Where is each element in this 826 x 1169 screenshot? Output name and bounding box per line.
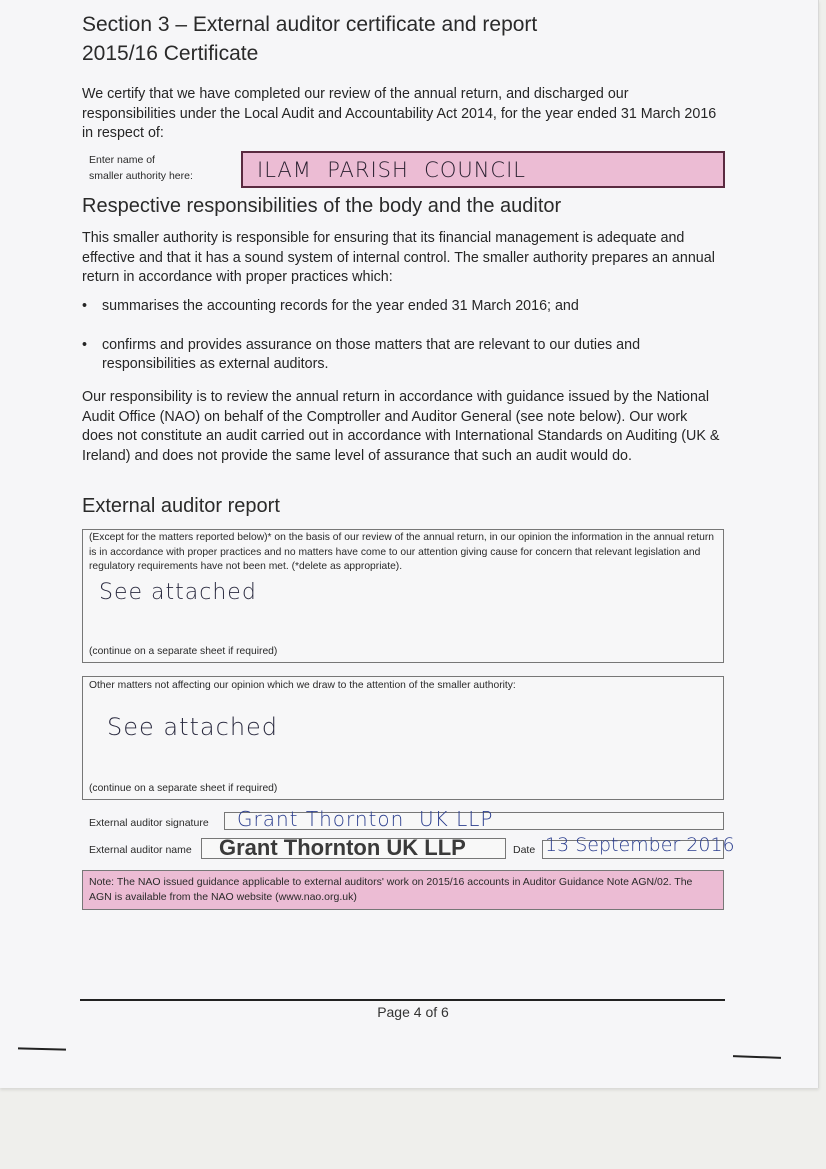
responsibilities-heading: Respective responsibilities of the body and the auditor (82, 195, 562, 217)
opinion-handwritten: See attached (99, 580, 257, 605)
certificate-intro: We certify that we have completed our review of the annual return, and discharged our responsibilities under the Local Audit and Accountability Act 2014, for the year ended 31 March 2016 in respect of: (82, 86, 717, 141)
nao-note (82, 870, 724, 910)
responsibilities-bullets (82, 297, 702, 375)
auditor-name-value: Grant Thornton UK LLP (219, 835, 466, 860)
our-responsibility-text: Our responsibility is to review the annual return in accordance with guidance issued by the National Audit Office (NAO) on behalf of the Comptroller and Auditor General (see note below). Our work does not constitute an audit carried out in accordance with International Standards on Auditing (UK & Ireland) and does not provide the same level of assurance that such an audit would do. (82, 389, 720, 464)
opinion-text: (Except for the matters reported below)* on the basis of our review of the annual return, in our opinion the information in the annual return is in accordance with proper practices and no matters have come to our attention giving cause for concern that relevant legislation and regulatory requirements have not been met. (*delete as appropriate). (89, 532, 715, 572)
bullet-item: • confirms and provides assurance on those matters that are relevant to our duties and responsibilities as external auditors. (82, 336, 702, 375)
opinion-box[interactable] (82, 529, 724, 663)
page-number: Page 4 of 6 (377, 1004, 449, 1020)
signature-value: Grant Thornton UK LLP (237, 807, 494, 831)
authority-name-field[interactable] (241, 151, 725, 188)
other-matters-continue-note: (continue on a separate sheet if required) (89, 783, 278, 794)
certificate-title: 2015/16 Certificate (82, 42, 259, 65)
footer-rule (80, 999, 725, 1001)
date-label: Date (513, 844, 536, 856)
date-field[interactable] (542, 834, 735, 859)
scan-mark-right (733, 1055, 781, 1058)
signature-field[interactable] (224, 807, 724, 831)
responsibilities-intro: This smaller authority is responsible for ensuring that its financial management is adequate and effective and that it has a sound system of internal control. The smaller authority prepares an annual return in accordance with proper practices which: (82, 230, 715, 285)
section-title: Section 3 – External auditor certificate and report (82, 13, 538, 36)
signature-label: External auditor signature (89, 817, 209, 829)
report-heading: External auditor report (82, 495, 280, 517)
nao-note-text: Note: The NAO issued guidance applicable to external auditors' work on 2015/16 accounts in Auditor Guidance Note AGN/02. The AGN is available from the NAO website (www.nao.org.uk) (89, 876, 693, 903)
authority-label-line2: smaller authority here: (89, 170, 193, 182)
other-matters-text: Other matters not affecting our opinion which we draw to the attention of the smaller authority: (89, 680, 516, 691)
auditor-name-field[interactable] (201, 835, 506, 860)
authority-label-line1: Enter name of (89, 154, 155, 166)
authority-label (89, 152, 193, 184)
authority-name-value: ILAM PARISH COUNCIL (257, 158, 526, 182)
scan-mark-left (18, 1047, 66, 1050)
bullet-item: • summarises the accounting records for the year ended 31 March 2016; and (82, 297, 702, 317)
auditor-name-label: External auditor name (89, 844, 192, 856)
date-value: 13 September 2016 (545, 834, 735, 856)
other-matters-handwritten: See attached (107, 713, 279, 741)
other-matters-box[interactable] (82, 676, 724, 800)
opinion-continue-note: (continue on a separate sheet if required) (89, 646, 278, 657)
